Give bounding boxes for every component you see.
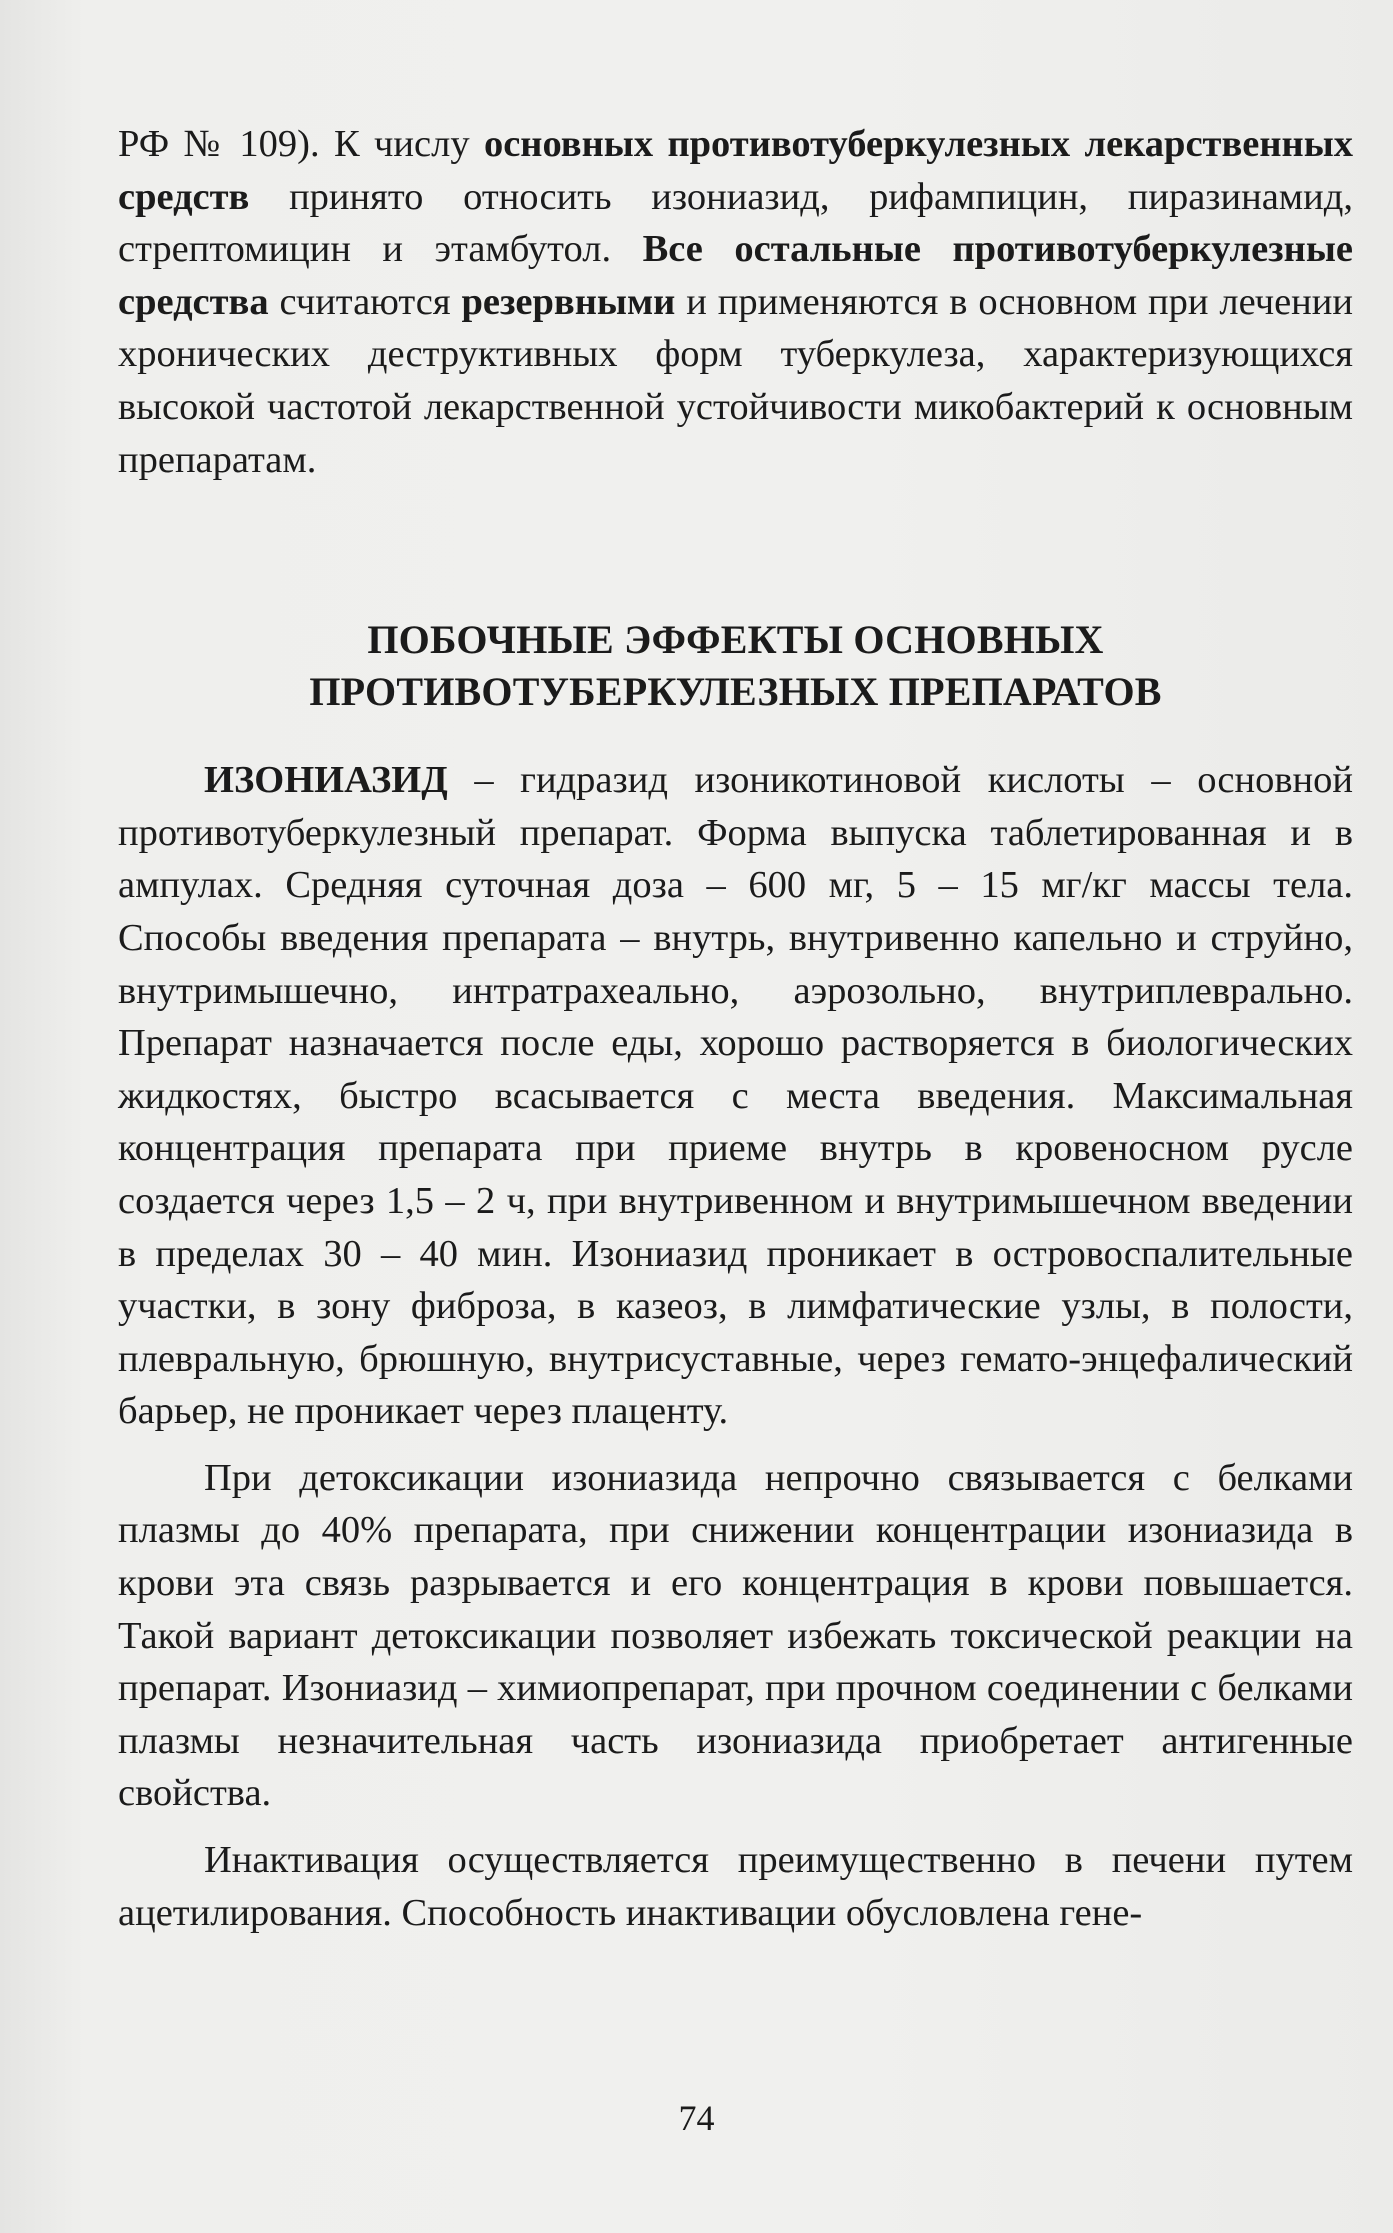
intro-text-2: принято относить изониазид, рифампицин, пиразинамид, стрептомицин и этамбутол.: [118, 175, 1353, 271]
inactivation-paragraph: Инактивация осуществляется преимущественно в печени путем ацетилирования. Способность инактивации обусловлена гене-: [118, 1839, 1353, 1934]
intro-paragraph: [118, 118, 1353, 486]
detox-paragraph: При детоксикации изониазида непрочно связывается с белками плазмы до 40% препарата, при снижении концентрации изониазида в крови эта связь разрывается и его концентрация в крови повышается. Такой вариант детоксикации позволяет избежать токсической реакции на препарат. Изониазид – химиопрепарат, при прочном соединении с белками плазмы незначительная часть изониазида приобретает антигенные свойства.: [118, 1456, 1353, 1815]
section-heading-line-2: ПРОТИВОТУБЕРКУЛЕЗНЫХ ПРЕПАРАТОВ: [309, 669, 1162, 715]
isoniazid-text: – гидразид изоникотиновой кислоты – основной противотуберкулезный препарат. Форма выпуска таблетированная и в ампулах. Средняя суточная доза – 600 мг, 5 – 15 мг/кг массы тела. Способы введения препарата – внутрь, внутривенно капельно и струйно, внутримышечно, интратрахеально, аэрозольно, внутриплеврально. Препарат назначается после еды, хорошо растворяется в биологических жидкостях, быстро всасывается с места введения. Максимальная концентрация препарата при приеме внутрь в кровеносном русле создается через 1,5 – 2 ч, при внутривенном и внутримышечном введении в пределах 30 – 40 мин. Изониазид проникает в островоспалительные участки, в зону фиброза, в казеоз, в лимфатические узлы, в полости, плевральную, брюшную, внутрисуставные, через гемато-энцефалический барьер, не проникает через плаценту.: [118, 759, 1353, 1433]
intro-bold-main-drugs: основных противотуберкулезных лекарственных средств: [118, 123, 1354, 218]
page-number: 74: [678, 2098, 715, 2138]
section-heading-line-1: ПОБОЧНЫЕ ЭФФЕКТЫ ОСНОВНЫХ: [367, 617, 1104, 663]
intro-text-1: РФ № 109). К числу: [118, 123, 484, 165]
intro-bold-other-drugs: Все остальные противотуберкулезные средства: [118, 228, 1353, 323]
page-text: [118, 118, 1353, 1939]
section-heading: [118, 614, 1353, 718]
isoniazid-paragraph: [118, 754, 1353, 1438]
intro-text-4: и применяются в основном при лечении хронических деструктивных форм туберкулеза, характеризующихся высокой частотой лекарственной устойчивости микобактерий к основным препаратам.: [118, 280, 1353, 481]
intro-text-3: считаются: [268, 280, 462, 323]
isoniazid-term: ИЗОНИАЗИД: [204, 759, 448, 802]
intro-bold-reserve: резервными: [461, 280, 676, 323]
